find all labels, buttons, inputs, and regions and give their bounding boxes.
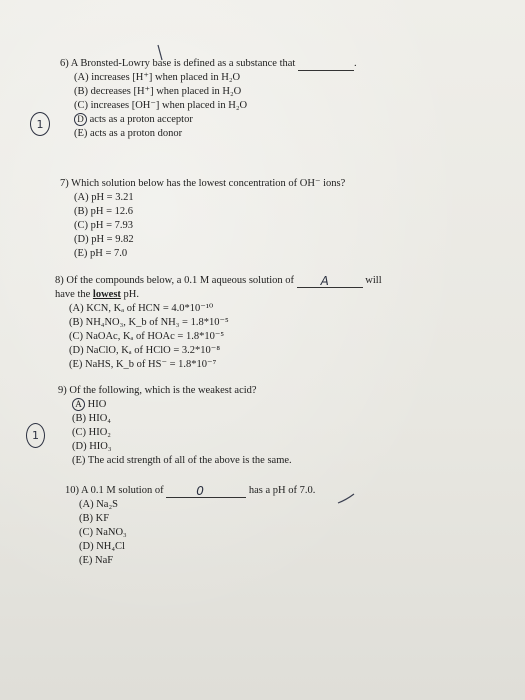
option-d: (D) NaClO, Kₐ of HClO = 3.2*10⁻⁸ bbox=[69, 345, 220, 356]
option-d: (D) pH = 9.82 bbox=[74, 234, 134, 245]
circled-answer-mark: A bbox=[72, 398, 85, 411]
question-8-stem-end: will bbox=[365, 275, 382, 286]
handwritten-answer: 0 bbox=[196, 484, 204, 498]
option-e: (E) acts as a proton donor bbox=[74, 128, 183, 139]
option-c: (C) HIO₂ bbox=[72, 427, 111, 438]
option-a: (A) KCN, Kₐ of HCN = 4.0*10⁻¹⁰ bbox=[69, 303, 214, 314]
question-6-stem: 6) A Bronsted-Lowry base is defined as a substance that bbox=[60, 58, 296, 69]
option-d: (D) HIO₃ bbox=[72, 441, 112, 452]
question-8-stem-line2-end: pH. bbox=[123, 289, 139, 300]
option-b: (B) NH₄NO₃, K_b of NH₃ = 1.8*10⁻⁵ bbox=[69, 317, 229, 328]
pen-underline-mark bbox=[338, 494, 354, 503]
margin-score-note: 1 bbox=[30, 112, 50, 136]
option-b: (B) HIO₄ bbox=[72, 413, 111, 424]
question-7-stem: 7) Which solution below has the lowest concentration of OH⁻ ions? bbox=[60, 178, 346, 189]
question-10-stem-end: has a pH of 7.0. bbox=[248, 485, 316, 496]
option-e: (E) NaHS, K_b of HS⁻ = 1.8*10⁻⁷ bbox=[69, 359, 217, 370]
handwritten-answer: A bbox=[320, 274, 329, 288]
option-c: (C) NaOAc, Kₐ of HOAc = 1.8*10⁻⁵ bbox=[69, 331, 225, 342]
option-d-text: acts as a proton acceptor bbox=[89, 114, 193, 125]
option-e: (E) The acid strength of all of the above is the same. bbox=[72, 455, 292, 466]
question-8-stem-line2: have the bbox=[55, 289, 91, 300]
question-10-stem: 10) A 0.1 M solution of bbox=[65, 485, 164, 496]
option-e: (E) pH = 7.0 bbox=[74, 248, 128, 259]
option-e: (E) NaF bbox=[79, 555, 114, 566]
option-b: (B) decreases [H⁺] when placed in H₂O bbox=[74, 86, 242, 97]
option-c: (C) increases [OH⁻] when placed in H₂O bbox=[74, 100, 248, 111]
emphasized-word: lowest bbox=[92, 289, 121, 300]
question-8-stem: 8) Of the compounds below, a 0.1 M aqueous solution of bbox=[55, 275, 295, 286]
option-a: (A) pH = 3.21 bbox=[74, 192, 134, 203]
option-b: (B) KF bbox=[79, 513, 110, 524]
pen-tick-mark bbox=[158, 45, 162, 60]
option-c: (C) pH = 7.93 bbox=[74, 220, 134, 231]
option-a: (A) Na₂S bbox=[79, 499, 118, 510]
option-d: (D) NH₄Cl bbox=[79, 541, 125, 552]
question-9-stem: 9) Of the following, which is the weakest acid? bbox=[58, 385, 257, 396]
option-a-text: HIO bbox=[87, 399, 107, 410]
margin-score-note: 1 bbox=[26, 423, 45, 448]
question-6: 6) A Bronsted-Lowry base is defined as a substance that . (A) increases [H⁺] when placed in H₂O (B) decreases [H⁺] when placed in H₂O (C) increases [OH⁻] when placed in H₂O D acts as a proton acceptor (E) acts as a proton donor bbox=[60, 58, 357, 139]
circled-answer-mark: D bbox=[74, 113, 87, 126]
option-c: (C) NaNO₃ bbox=[79, 527, 127, 538]
option-b: (B) pH = 12.6 bbox=[74, 206, 134, 217]
option-a: (A) increases [H⁺] when placed in H₂O bbox=[74, 72, 241, 83]
